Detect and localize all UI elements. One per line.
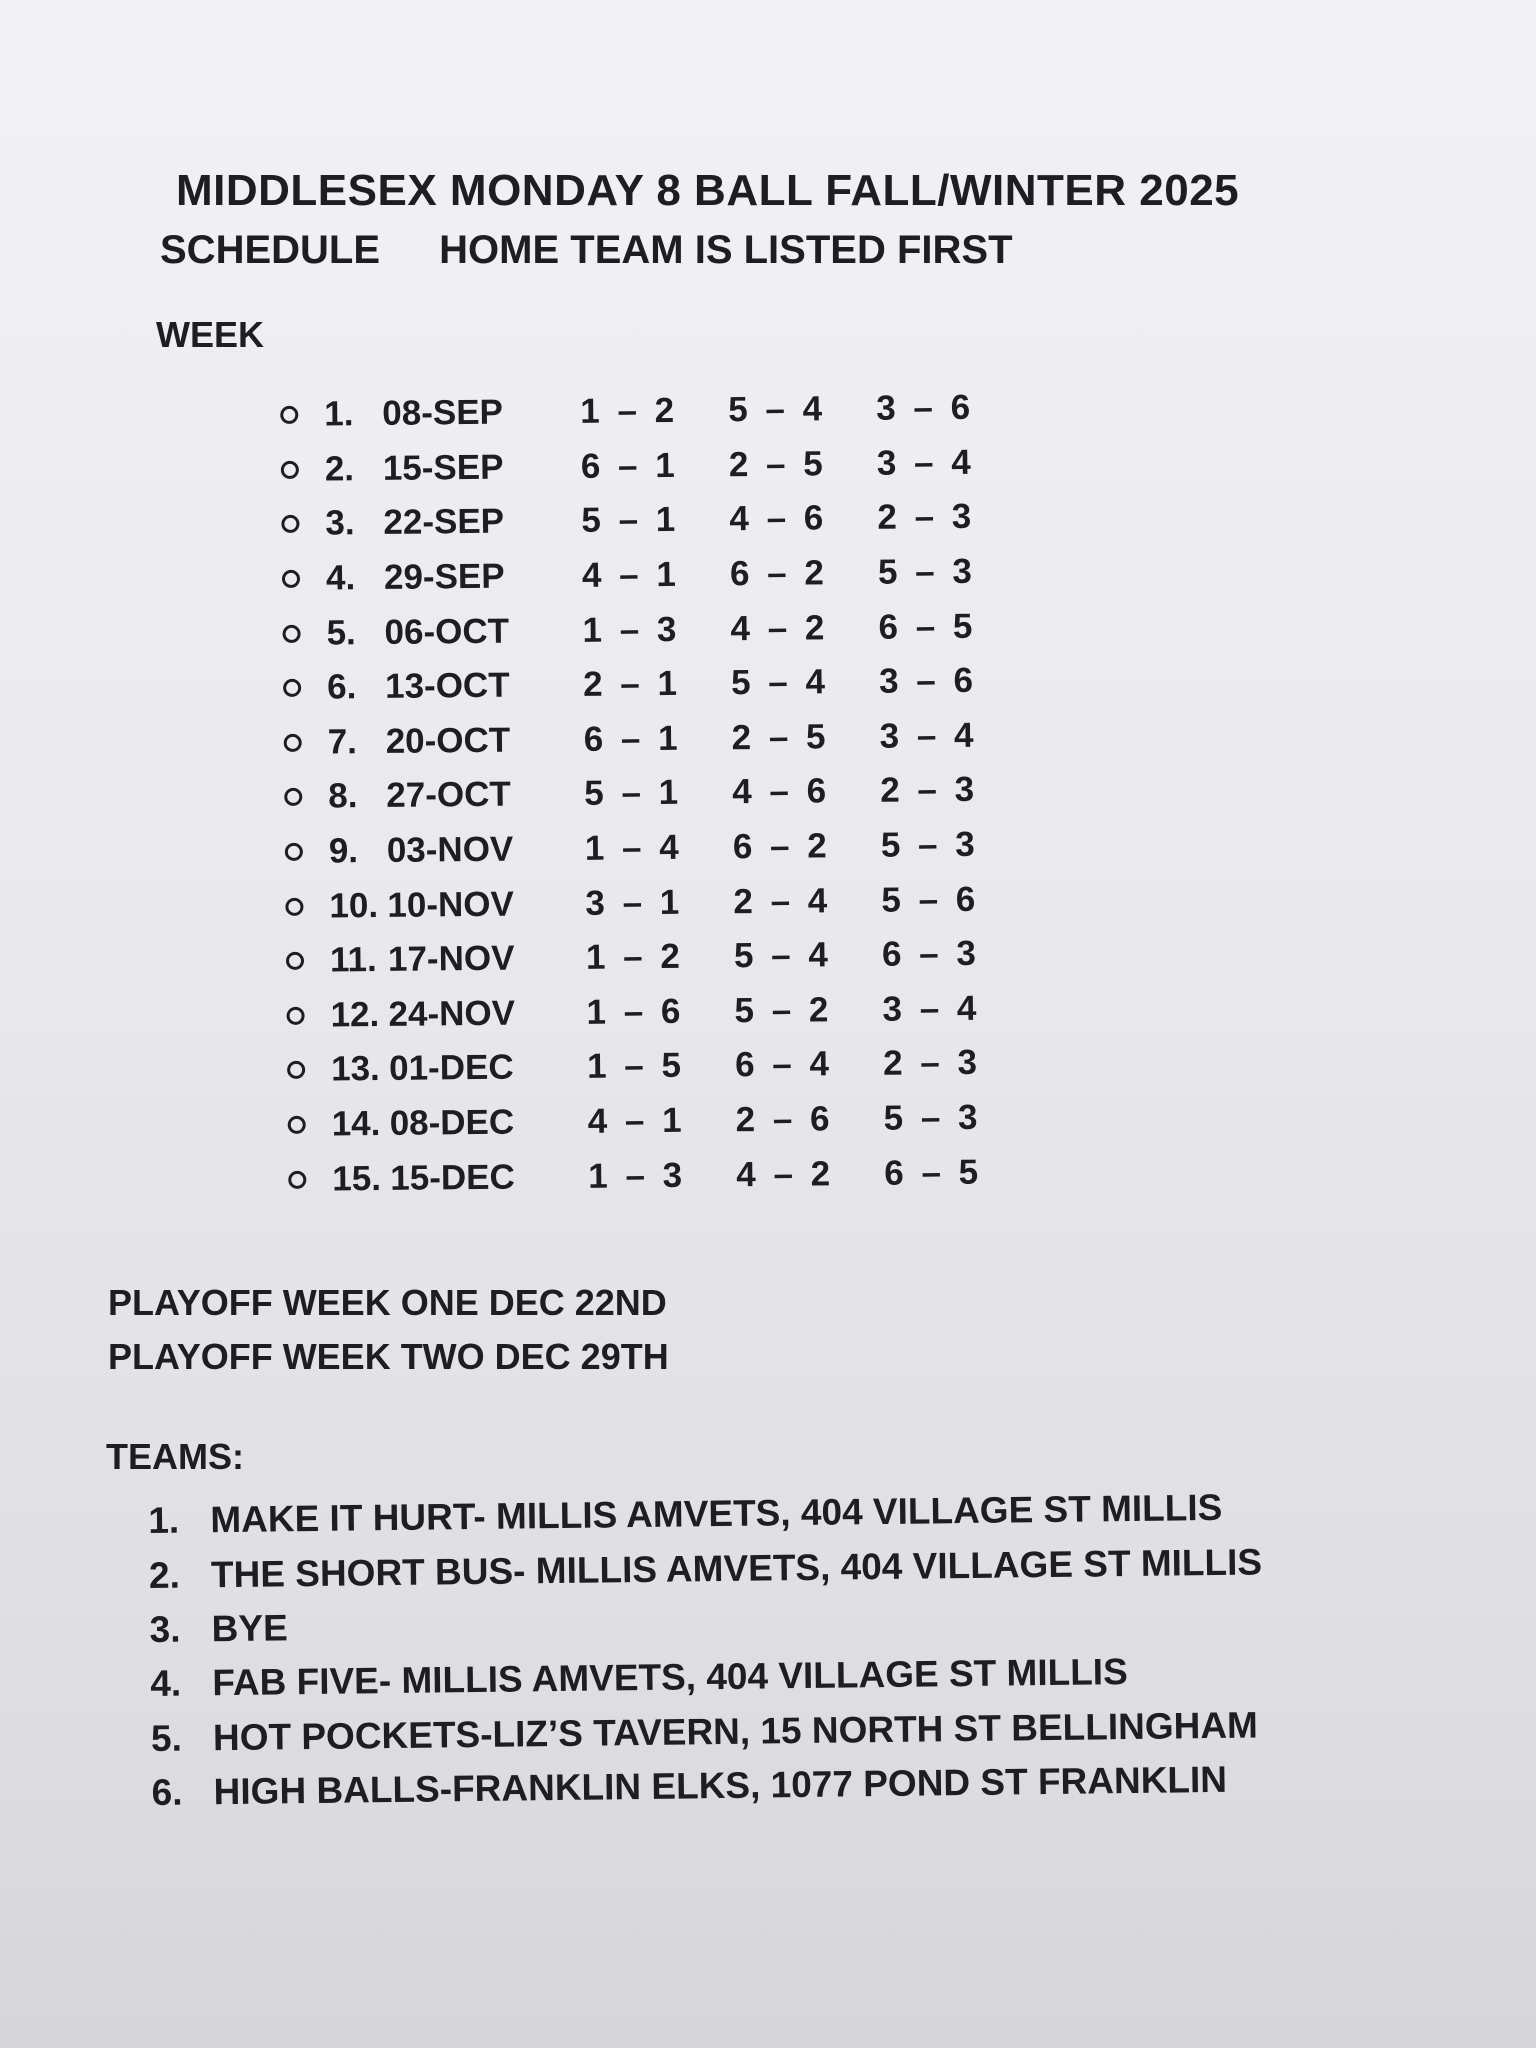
matchup-3: 6 – 5: [878, 606, 977, 647]
matchup-3: 5 – 6: [881, 879, 980, 920]
matchup-3: 3 – 6: [876, 388, 975, 429]
circle-bullet-icon: [286, 952, 304, 970]
matchup-3: 2 – 3: [877, 497, 976, 538]
matchup-2: 5 – 4: [728, 389, 827, 430]
week-date: 29-SEP: [383, 556, 505, 597]
schedule-list: [280, 380, 1033, 1207]
matchup-2: 4 – 6: [732, 771, 831, 812]
matchup-2: 4 – 2: [730, 607, 829, 648]
week-number: 1.: [324, 394, 354, 434]
week-column-label: WEEK: [156, 314, 264, 355]
week-date: 01-DEC: [388, 1048, 514, 1089]
week-date: 15-SEP: [382, 447, 504, 488]
schedule-row: [280, 380, 1025, 442]
matchup-3: 3 – 4: [879, 715, 978, 756]
matchup-2: 6 – 4: [734, 1044, 834, 1085]
schedule-row: [282, 599, 1027, 661]
matchup-1: 1 – 6: [586, 991, 685, 1032]
team-number: 3.: [149, 1608, 181, 1650]
week-date: 15-DEC: [390, 1157, 515, 1198]
week-date: 27-OCT: [386, 775, 511, 816]
schedule-row: [285, 872, 1030, 934]
week-date: 13-OCT: [384, 665, 510, 707]
matchup-3: 3 – 4: [882, 988, 981, 1029]
matchup-1: 1 – 2: [580, 391, 679, 432]
matchup-3: 2 – 3: [880, 770, 979, 811]
week-date: 22-SEP: [383, 502, 505, 543]
circle-bullet-icon: [281, 515, 299, 533]
matchup-3: 5 – 3: [883, 1097, 982, 1138]
circle-bullet-icon: [286, 1007, 304, 1025]
schedule-label: SCHEDULE: [160, 228, 381, 272]
circle-bullet-icon: [285, 897, 303, 915]
team-description: THE SHORT BUS- MILLIS AMVETS, 404 VILLAGE ST MILLIS: [210, 1540, 1263, 1595]
circle-bullet-icon: [285, 843, 303, 861]
matchup-1: 6 – 1: [583, 718, 682, 759]
team-description: MAKE IT HURT- MILLIS AMVETS, 404 VILLAGE ST MILLIS: [210, 1487, 1223, 1541]
matchup-1: 2 – 1: [582, 664, 682, 705]
circle-bullet-icon: [288, 1116, 306, 1134]
circle-bullet-icon: [288, 1170, 306, 1188]
team-number: 4.: [150, 1662, 182, 1705]
circle-bullet-icon: [282, 570, 300, 588]
team-number: 2.: [148, 1554, 181, 1596]
circle-bullet-icon: [287, 1061, 305, 1079]
week-number: 14.: [331, 1104, 381, 1144]
schedule-row: [283, 653, 1028, 715]
playoff-dates: [108, 1276, 669, 1384]
document-title: MIDDLESEX MONDAY 8 BALL FALL/WINTER 2025: [176, 166, 1240, 215]
circle-bullet-icon: [281, 461, 299, 479]
playoff-week-two: PLAYOFF WEEK TWO DEC 29TH: [108, 1336, 669, 1377]
home-team-note: HOME TEAM IS LISTED FIRST: [439, 228, 1013, 272]
week-number: 13.: [330, 1049, 380, 1089]
matchup-2: 2 – 4: [733, 880, 832, 921]
matchup-2: 6 – 2: [732, 826, 831, 867]
circle-bullet-icon: [284, 788, 302, 806]
schedule-row: [288, 1144, 1033, 1206]
matchup-3: 3 – 4: [876, 442, 975, 483]
matchup-1: 1 – 4: [584, 827, 683, 868]
team-number: 1.: [148, 1499, 180, 1542]
schedule-row: [282, 544, 1027, 606]
week-number: 4.: [325, 558, 356, 598]
matchup-3: 2 – 3: [882, 1043, 982, 1084]
matchup-1: 5 – 1: [581, 500, 680, 541]
schedule-row: [287, 1035, 1032, 1097]
schedule-row: [286, 926, 1031, 988]
week-number: 9.: [328, 831, 359, 871]
schedule-row: [286, 981, 1031, 1043]
team-description: BYE: [211, 1607, 288, 1650]
week-number: 2.: [324, 449, 355, 489]
schedule-row: [285, 817, 1030, 879]
team-description: FAB FIVE- MILLIS AMVETS, 404 VILLAGE ST MILLIS: [212, 1651, 1128, 1704]
matchup-2: 5 – 4: [733, 935, 833, 976]
matchup-1: 1 – 5: [586, 1046, 686, 1087]
week-date: 24-NOV: [388, 993, 516, 1034]
week-date: 08-DEC: [389, 1102, 515, 1143]
matchup-3: 3 – 6: [878, 660, 978, 702]
week-number: 6.: [326, 667, 357, 707]
teams-heading: TEAMS:: [106, 1436, 244, 1477]
matchup-1: 1 – 3: [582, 609, 681, 650]
week-date: 17-NOV: [387, 938, 515, 980]
matchup-1: 3 – 1: [585, 882, 684, 923]
circle-bullet-icon: [283, 679, 301, 697]
week-date: 20-OCT: [385, 720, 511, 761]
matchup-1: 5 – 1: [584, 773, 683, 814]
schedule-row: [283, 708, 1028, 770]
circle-bullet-icon: [282, 624, 300, 642]
week-number: 5.: [326, 612, 356, 653]
matchup-2: 5 – 4: [730, 662, 830, 703]
matchup-1: 4 – 1: [587, 1100, 686, 1141]
schedule-row: [284, 762, 1029, 824]
week-date: 06-OCT: [384, 611, 510, 652]
matchup-2: 6 – 2: [729, 553, 829, 594]
team-number: 6.: [151, 1771, 183, 1814]
matchup-2: 2 – 5: [728, 444, 827, 485]
matchup-1: 1 – 2: [585, 937, 685, 978]
team-description: HOT POCKETS-LIZ’S TAVERN, 15 NORTH ST BELLINGHAM: [212, 1704, 1259, 1758]
week-number: 3.: [325, 503, 355, 544]
teams-list: [148, 1480, 1265, 1820]
matchup-2: 4 – 6: [729, 498, 828, 539]
schedule-row: [281, 489, 1026, 551]
week-number: 8.: [328, 776, 358, 816]
matchup-3: 5 – 3: [877, 551, 977, 592]
week-date: 08-SEP: [382, 392, 504, 434]
matchup-1: 6 – 1: [580, 445, 679, 486]
circle-bullet-icon: [280, 406, 298, 424]
matchup-2: 2 – 6: [735, 1099, 834, 1140]
week-date: 03-NOV: [386, 829, 514, 870]
team-number: 5.: [150, 1717, 183, 1759]
week-number: 11.: [329, 940, 377, 980]
schedule-row: [281, 435, 1026, 497]
schedule-row: [287, 1090, 1032, 1152]
matchup-2: 4 – 2: [736, 1153, 835, 1194]
matchup-1: 4 – 1: [581, 554, 681, 595]
matchup-2: 5 – 2: [734, 990, 833, 1031]
week-number: 12.: [330, 994, 380, 1035]
matchup-3: 6 – 3: [881, 933, 981, 974]
matchup-1: 1 – 3: [588, 1155, 687, 1196]
subtitle-line: [160, 228, 1013, 273]
matchup-3: 5 – 3: [880, 824, 979, 865]
week-number: 7.: [327, 722, 358, 762]
playoff-week-one: PLAYOFF WEEK ONE DEC 22ND: [108, 1282, 667, 1323]
week-date: 10-NOV: [387, 884, 515, 925]
week-number: 10.: [329, 885, 379, 926]
matchup-2: 2 – 5: [731, 717, 830, 758]
circle-bullet-icon: [284, 734, 302, 752]
matchup-3: 6 – 5: [884, 1152, 983, 1193]
week-number: 15.: [332, 1158, 382, 1199]
team-description: HIGH BALLS-FRANKLIN ELKS, 1077 POND ST FRANKLIN: [213, 1758, 1228, 1813]
